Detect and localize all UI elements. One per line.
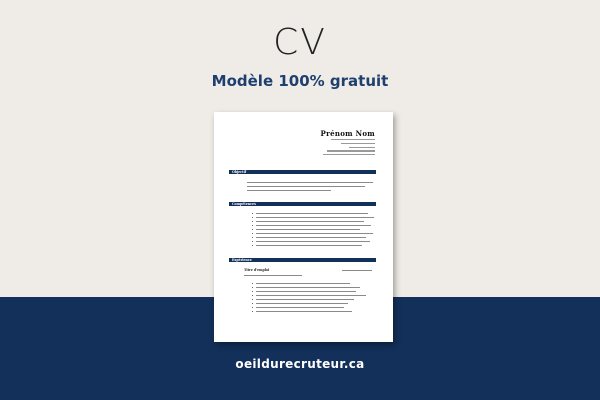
skill-bullet <box>252 217 253 218</box>
experience-text-line <box>256 303 348 304</box>
template-subtitle: Modèle 100% gratuit <box>211 72 389 90</box>
contact-line <box>327 150 375 151</box>
experience-bullet <box>252 299 253 300</box>
skill-bullet <box>252 229 253 230</box>
skill-bullet <box>252 233 253 234</box>
contact-line <box>341 143 375 144</box>
experience-bullet <box>252 311 253 312</box>
skill-text-line <box>256 225 371 226</box>
contact-line <box>323 154 375 155</box>
employer-line <box>244 275 302 276</box>
objective-text-line <box>247 182 373 183</box>
job-dates-line <box>342 270 372 271</box>
skill-bullet <box>252 225 253 226</box>
resume-document-preview <box>214 112 393 342</box>
experience-text-line <box>256 311 352 312</box>
skill-text-line <box>256 237 366 238</box>
section-title-objective: Objectif <box>232 170 247 174</box>
skill-text-line <box>256 241 370 242</box>
skill-text-line <box>256 217 374 218</box>
experience-text-line <box>256 291 356 292</box>
resume-contact-block <box>305 139 375 158</box>
skill-bullet <box>252 221 253 222</box>
skill-text-line <box>256 221 364 222</box>
experience-bullet <box>252 291 253 292</box>
experience-text-line <box>256 287 360 288</box>
skill-text-line <box>256 233 373 234</box>
contact-line <box>331 139 375 140</box>
section-title-skills: Compétences <box>232 202 256 206</box>
experience-text-line <box>256 299 354 300</box>
section-bar-objective <box>229 170 376 174</box>
contact-line <box>349 147 375 148</box>
experience-text-line <box>256 295 366 296</box>
objective-text-line <box>247 186 365 187</box>
experience-bullet <box>252 307 253 308</box>
experience-bullet <box>252 287 253 288</box>
skill-bullet <box>252 213 253 214</box>
section-title-experience: Expérience <box>232 258 252 262</box>
experience-text-line <box>256 283 350 284</box>
skill-bullet <box>252 237 253 238</box>
job-title: Titre d'emploi <box>244 268 270 272</box>
cv-heading: CV <box>273 22 327 63</box>
experience-text-line <box>256 307 344 308</box>
skill-text-line <box>256 213 368 214</box>
experience-bullet <box>252 295 253 296</box>
experience-bullet <box>252 283 253 284</box>
skill-text-line <box>256 229 360 230</box>
skill-bullet <box>252 241 253 242</box>
skill-bullet <box>252 245 253 246</box>
objective-text-line <box>247 190 331 191</box>
resume-name: Prénom Nom <box>320 129 375 138</box>
skill-text-line <box>256 245 362 246</box>
experience-bullet <box>252 303 253 304</box>
website-url-link[interactable]: oeildurecruteur.ca <box>235 357 365 371</box>
